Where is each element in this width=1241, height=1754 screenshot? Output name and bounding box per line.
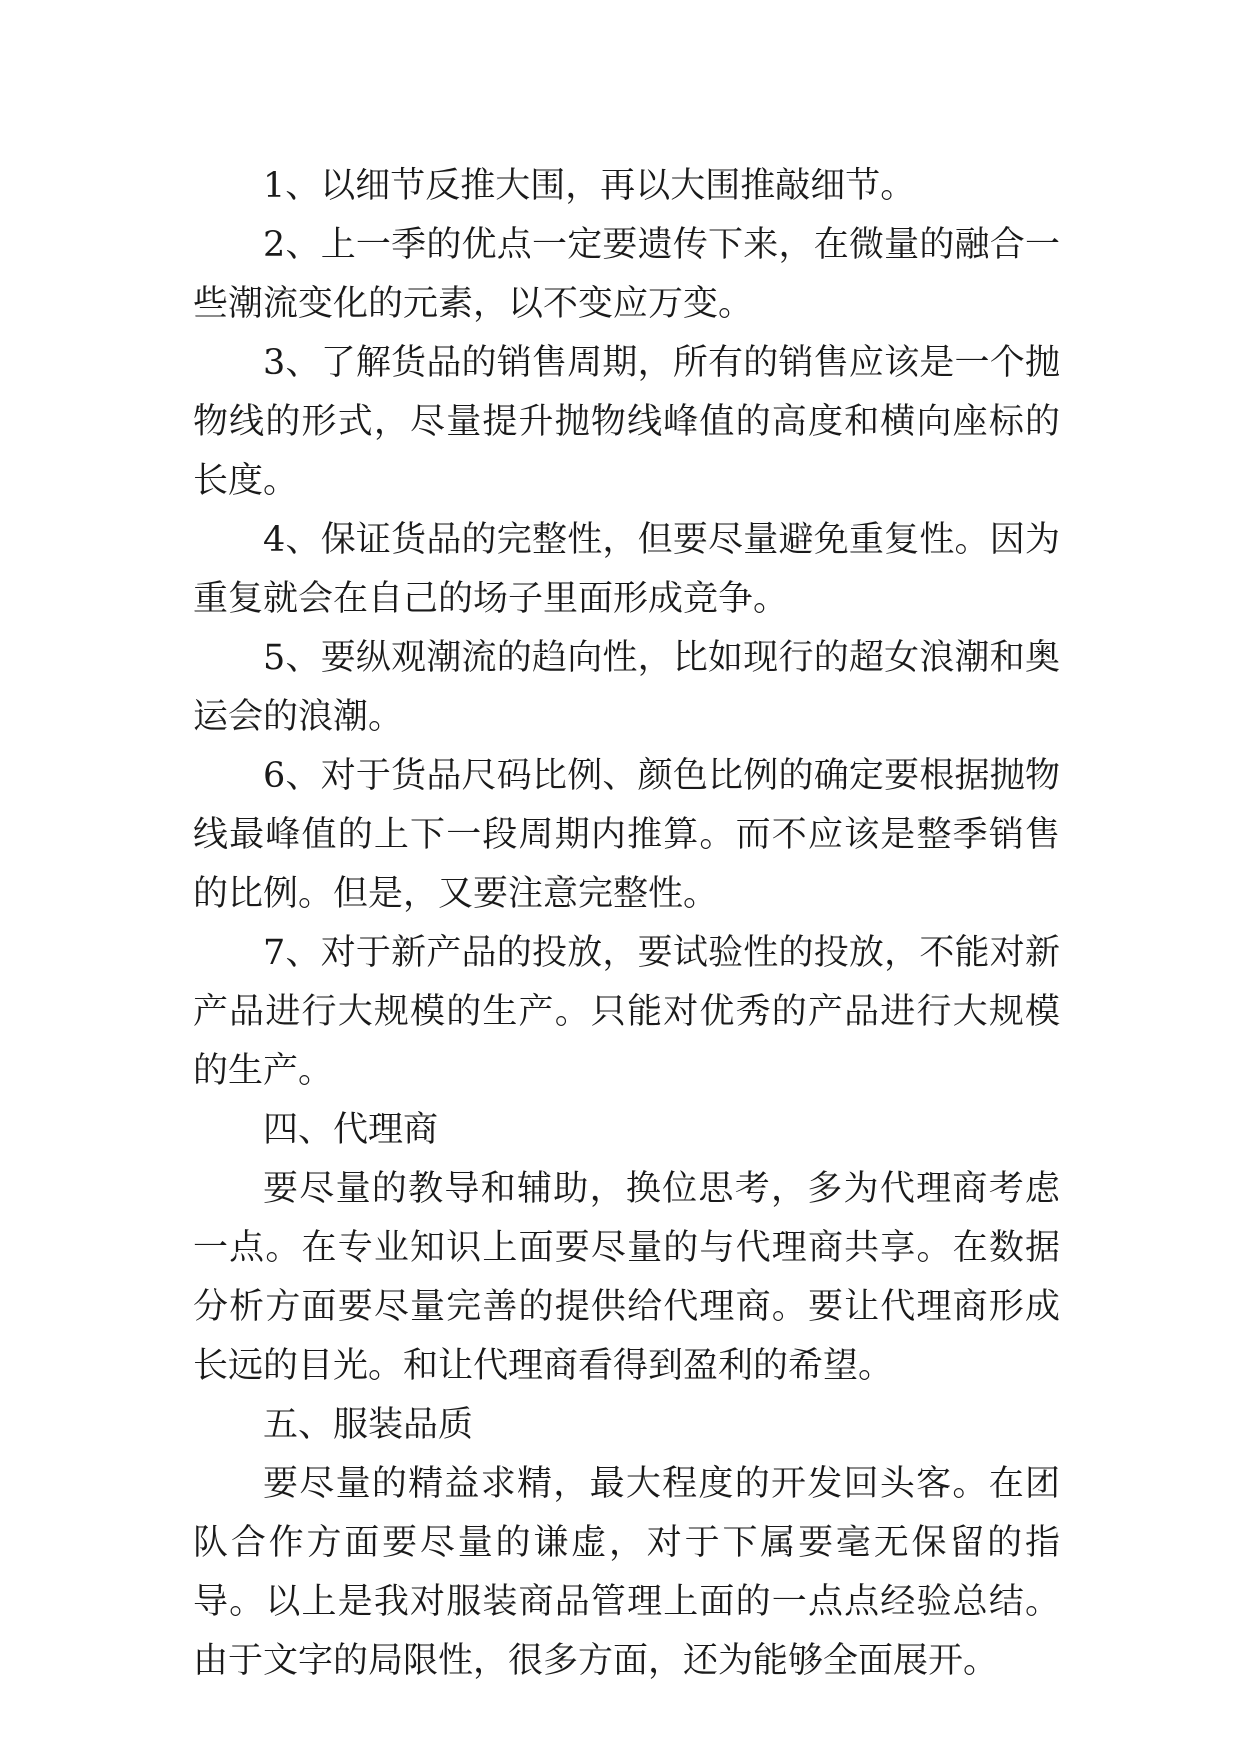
paragraph-quality: 要尽量的精益求精，最大程度的开发回头客。在团队合作方面要尽量的谦虚，对于下属要毫无保留的指导。以上是我对服装商品管理上面的一点点经验总结。由于文字的局限性，很多方面，还为能够全面展开。 <box>193 1464 1060 1681</box>
list-item-7: 7、对于新产品的投放，要试验性的投放，不能对新产品进行大规模的生产。只能对优秀的产品进行大规模的生产。 <box>193 933 1060 1091</box>
list-item-3: 3、了解货品的销售周期，所有的销售应该是一个抛物线的形式，尽量提升抛物线峰值的高度和横向座标的长度。 <box>193 343 1060 501</box>
list-item-6: 6、对于货品尺码比例、颜色比例的确定要根据抛物线最峰值的上下一段周期内推算。而不应该是整季销售的比例。但是，又要注意完整性。 <box>193 756 1060 914</box>
paragraph-agents: 要尽量的教导和辅助，换位思考，多为代理商考虑一点。在专业知识上面要尽量的与代理商共享。在数据分析方面要尽量完善的提供给代理商。要让代理商形成长远的目光。和让代理商看得到盈利的希望。 <box>193 1169 1060 1386</box>
list-item-4: 4、保证货品的完整性，但要尽量避免重复性。因为重复就会在自己的场子里面形成竞争。 <box>193 520 1060 619</box>
section-heading-quality: 五、服装品质 <box>263 1405 474 1445</box>
list-item-2: 2、上一季的优点一定要遗传下来，在微量的融合一些潮流变化的元素，以不变应万变。 <box>193 225 1060 324</box>
list-item-1: 1、以细节反推大围，再以大围推敲细节。 <box>263 166 916 206</box>
document-page <box>193 157 1060 1691</box>
section-heading-agents: 四、代理商 <box>263 1110 439 1150</box>
list-item-5: 5、要纵观潮流的趋向性，比如现行的超女浪潮和奥运会的浪潮。 <box>193 638 1060 737</box>
